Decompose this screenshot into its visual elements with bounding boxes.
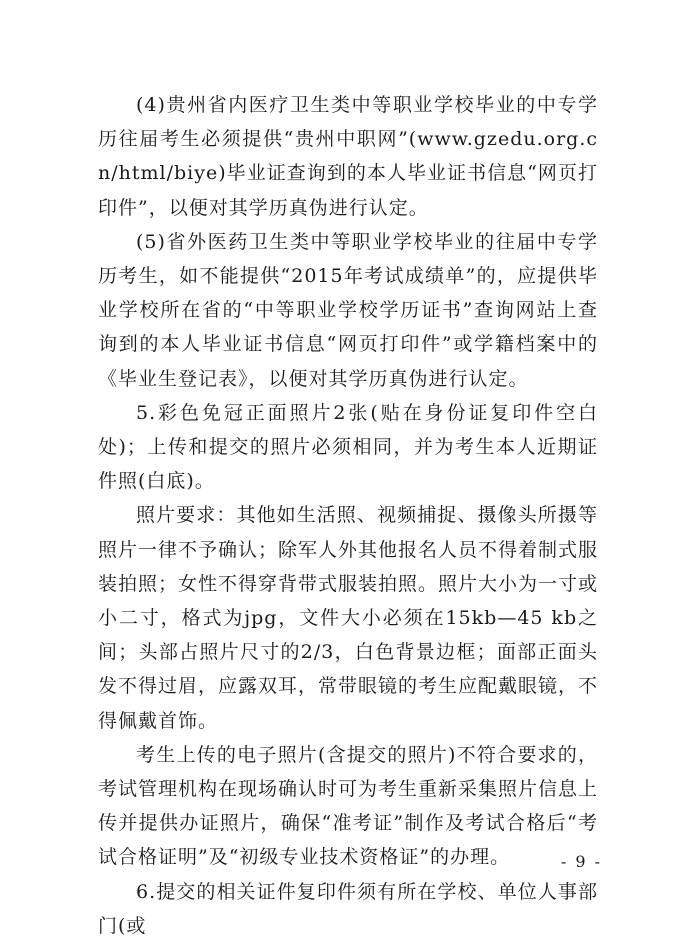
document-body (98, 88, 598, 943)
page-number: - 9 - (560, 852, 602, 871)
paragraph-item-6-copies: 6.提交的相关证件复印件须有所在学校、单位人事部门(或 (98, 880, 598, 937)
paragraph-item-5-photos: 5.彩色免冠正面照片2张(贴在身份证复印件空白处)；上传和提交的照片必须相同，并为考生本人近期证件照(白底)。 (98, 401, 598, 493)
paragraph-photo-requirements: 照片要求：其他如生活照、视频捕捉、摄像头所摄等照片一律不予确认；除军人外其他报名人员不得着制式服装拍照；女性不得穿背带式服装拍照。照片大小为一寸或小二寸，格式为jpg，文件大小必须在15kb—45 kb之间；头部占照片尺寸的2/3，白色背景边框；面部正面头发不得过眉，应露双耳，常带眼镜的考生应配戴眼镜，不得佩戴首饰。 (98, 504, 599, 732)
paragraph-photo-nonconforming: 考生上传的电子照片(含提交的照片)不符合要求的，考试管理机构在现场确认时可为考生重新采集照片信息上传并提供办证照片，确保“准考证”制作及考试合格后“考试合格证明”及“初级专业技术资格证”的办理。 (98, 743, 599, 869)
paragraph-graduate-guizhou-verification: (4)贵州省内医疗卫生类中等职业学校毕业的中专学历往届考生必须提供“贵州中职网”(www.gzedu.org.cn/html/biye)毕业证查询到的本人毕业证书信息“网页打印件”，以便对其学历真伪进行认定。 (98, 94, 598, 219)
paragraph-graduate-outside-province-verification: (5)省外医药卫生类中等职业学校毕业的往届中专学历考生，如不能提供“2015年考试成绩单”的，应提供毕业学校所在省的“中等职业学校学历证书”查询网站上查询到的本人毕业证书信息“网页打印件”或学籍档案中的《毕业生登记表》，以便对其学历真伪进行认定。 (98, 230, 598, 390)
